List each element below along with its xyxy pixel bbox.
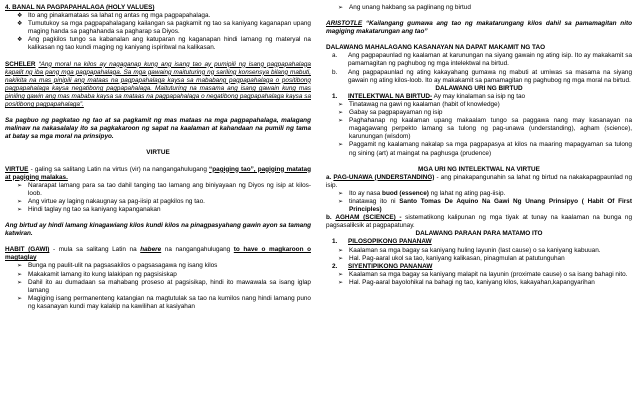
arrow-bullet-icon: ➢: [17, 294, 23, 302]
pilosopiko-list: [326, 247, 632, 263]
arrow-bullet-icon: ➢: [17, 197, 23, 205]
arrow-bullet-icon: ➢: [338, 246, 344, 254]
arrow-bullet-icon: ➢: [17, 181, 23, 189]
arrow-bullet-icon: ➢: [17, 205, 23, 213]
arrow-bullet-icon: ➢: [338, 109, 344, 117]
list-item: ➢ Makakamit lamang ito kung lalakipan ng pagsisiskap: [17, 270, 177, 278]
virtue-definition: VIRTUE - galing sa salitang Latin na virtus (vir) na nangangahulugang “pagiging tao”, pagiging matatag at pagiging malakas.: [5, 165, 311, 181]
list-item: ➢ Hindi taglay ng tao sa kaniyang kapanganakan: [17, 205, 161, 213]
values-list: [5, 12, 311, 52]
list-item: ➢ Paggamit ng kaalamang nakalap sa mga pagpapasya at kilos na maaring mapagyaman sa tulong ng sining (art) at maingat na paghusga (prudence): [338, 141, 632, 157]
list-item: 1. INTELEKTWAL NA BIRTUD- Ay may kinalaman sa isip ng tao: [332, 92, 526, 100]
agham-definition: b. AGHAM (SCIENCE) - sistematikong kalipunan ng mga tiyak at tunay na kaalaman na bunga ng pagsasaliksik at pagpapatunay.: [326, 214, 633, 230]
list-item: ❖ Tumutukoy sa mga pagpapahalagang kailangan sa pagkamit ng tao sa kaniyang kaganapan upang maging handa sa paghahanda sa pagharap sa Diyos.: [17, 20, 311, 36]
diamond-bullet-icon: ❖: [17, 20, 23, 28]
scheler-quote-paragraph: SCHELER “Ang moral na kilos ay nagaganap kung ang isang tao ay pumipili ng isang pagpapahalaga kapalit ng iba pang mga pagpapahalaga. Sa mga gawaing maituturing ng sariling konsensya bilang mabuti, nakikita na mas pinipili ang mataas na pagpapahalaga kaysa sa mababang pagpapahalaga o positibong pagpapahalaga kaysa negatibong pagpapahalaga. Maituturing na masama ang isang gawain kung mas piniling gawin ang mas mababa kaysa sa mataas na pagpapahalaga o negatibong pagpapahalaga kaysa sa positibong pagpapahalaga”.: [5, 60, 311, 109]
list-item: ➢ Hal. Pag-aaral ukol sa tao, kaniyang kalikasan, pinagmulan at patutunguhan: [338, 254, 565, 262]
moral-principle-paragraph: Sa pagbuo ng pagkatao ng tao at sa pagkamit ng mas mataas na mga pagpapahalaga, malagang malinaw na nakasalalay ito sa pagkakaroon ng sapat na kaalaman at kahandaan na pumili ng tama at batay sa mga moral na prinsipyo.: [5, 117, 311, 141]
list-item: ➢ Bunga ng paulit-ulit na pagsasakilos o pagsasagawa ng isang kilos: [17, 262, 218, 270]
list-item: ➢ Tinatawag na gawi ng kaalaman (habit of knowledge): [338, 100, 500, 108]
list-item: b. Ang pagpapaunlad ng ating kakayahang gumawa ng mabuti at umiwas sa masama na siyang gawain ng ating kilos-loob. Ito ay makakamit sa pamamagitan ng paghubog ng mga moral na birtud.: [332, 68, 632, 84]
arrow-bullet-icon: ➢: [338, 189, 344, 197]
list-item: ➢ Gabay sa pagpapayaman ng isip: [338, 109, 443, 117]
list-item: ➢ Ito ay nasa buod (essence) ng lahat ng ating pag-iisip.: [338, 189, 506, 197]
list-item: ➢ Kaalaman sa mga bagay sa kaniyang malapit na layunin (proximate cause) o sa isang bahagi nito.: [338, 270, 628, 278]
arrow-bullet-icon: ➢: [338, 117, 344, 125]
list-item: ➢ Nararapat lamang para sa tao dahil tanging tao lamang ang biniyayaan ng Diyos ng isip at kilos-loob.: [17, 181, 311, 197]
arrow-bullet-icon: ➢: [338, 141, 344, 149]
list-item: ➢ Magiging isang permanenteng katangian na magtutulak sa tao na kumilos nang hindi lamang puno ng kasanayan kundi may kalakip na kawilihan at kasiyahan: [17, 294, 311, 310]
virtue-title: VIRTUE: [146, 149, 170, 157]
pag-unawa-definition: a. PAG-UNAWA (UNDERSTANDING) - ang pinakapangunahin sa lahat ng birtud na nakakapagpaunlad ng isip.: [326, 173, 633, 189]
arrow-bullet-icon: ➢: [17, 262, 23, 270]
list-item: ➢ Kaalaman sa mga bagay sa kaniyang huling layunin (last cause) o sa kaniyang kabuuan.: [338, 246, 601, 254]
arrow-bullet-icon: ➢: [17, 278, 23, 286]
heading-banal: 4. BANAL NA PAGPAPAHALAGA (HOLY VALUES): [5, 4, 155, 11]
siyentipiko-list: [326, 271, 632, 287]
habit-list: [5, 262, 311, 311]
list-item: ❖ Ang pagkilos tungo sa kabanalan ang katuparan ng kaganapan hindi lamang ng materyal na kalikasan ng tao kundi maging ng kaniyang ispiritwal na kalikasan.: [17, 36, 311, 52]
list-item: ➢ Paghahanap ng kaalaman upang makaalam tungo sa paggawa nang may kasanayan na magagawang perpekto lamang sa tulong ng pag-unawa (understanding), agham (science), karunungan (wisdom): [338, 117, 632, 141]
arrow-bullet-icon: ➢: [338, 4, 344, 11]
arrow-bullet-icon: ➢: [338, 197, 344, 205]
list-item: 2. SIYENTIPIKONG PANANAW: [332, 262, 433, 270]
uri-ng-birtud-title: DALAWANG URI NG BIRTUD: [435, 84, 523, 92]
diamond-bullet-icon: ❖: [17, 36, 23, 44]
list-item: ➢ Dahil ito au dumadaan sa mahabang proseso at pagsisikap, hindi ito mawawala sa isang iglap lamang: [17, 278, 311, 294]
list-item: ➢ tinatawag ito ni Santo Tomas De Aquino Na Gawi Ng Unang Prinsipyo ( Habit Of First Principles): [338, 197, 632, 214]
list-item: 1. PILOSOPIKONG PANANAW: [332, 238, 432, 246]
list-item: ➢ Ang unang hakbang sa paglinang ng birtud: [338, 4, 471, 11]
habit-definition: HABIT (GAWI) - mula sa salitang Latin na habere na nangangahulugang to have o magkaroon o magtaglay: [5, 246, 311, 262]
mga-uri-title: MGA URI NG INTELEKTWAL NA VIRTUE: [418, 165, 540, 173]
aristotle-quote-paragraph: ARISTOTLE “Kailangang gumawa ang tao ng makatarungang kilos dahil sa pamamagitan nito magiging makatarungan ang tao”: [326, 20, 632, 36]
pag-unawa-list: [326, 190, 632, 214]
list-item: ❖ Ito ang pinakamataas sa lahat ng antas ng mga pagpapahalaga.: [17, 12, 211, 20]
diamond-bullet-icon: ❖: [17, 12, 23, 20]
list-item: a. Ang pagpapaunlad ng kaalaman at karunungan na siyang gawain ng ating isip. Ito ay makakamit sa pamamagitan ng paghubog ng mga intelektwal na birtud.: [332, 52, 632, 68]
arrow-bullet-icon: ➢: [338, 278, 344, 286]
arrow-bullet-icon: ➢: [17, 270, 23, 278]
list-item: ➢ Ang virtue ay laging nakaugnay sa pag-iisip at pagkilos ng tao.: [17, 197, 205, 205]
birtud-paragraph: Ang birtud ay hindi lamang kinagawiang kilos kundi kilos na pinagpasyahang gawin ayon sa tamang katwiran.: [5, 222, 311, 238]
paraan-title: DALAWANG PARAAN PARA MATAMO ITO: [415, 230, 543, 238]
virtue-list: [5, 182, 311, 214]
arrow-bullet-icon: ➢: [338, 100, 344, 108]
arrow-bullet-icon: ➢: [338, 254, 344, 262]
heading-dalawang-kasanayan: DALAWANG MAHALAGANG KASANAYAN NA DAPAT MAKAMIT NG TAO: [326, 44, 546, 52]
arrow-bullet-icon: ➢: [338, 270, 344, 278]
right-column: [326, 4, 632, 287]
intellectual-list: [326, 101, 632, 158]
list-item: ➢ Hal. Pag-aaral bayolohikal na bahagi ng tao, kaniyang kilos, kakayahan,kapangyarihan: [338, 278, 595, 286]
left-column: [5, 4, 311, 311]
